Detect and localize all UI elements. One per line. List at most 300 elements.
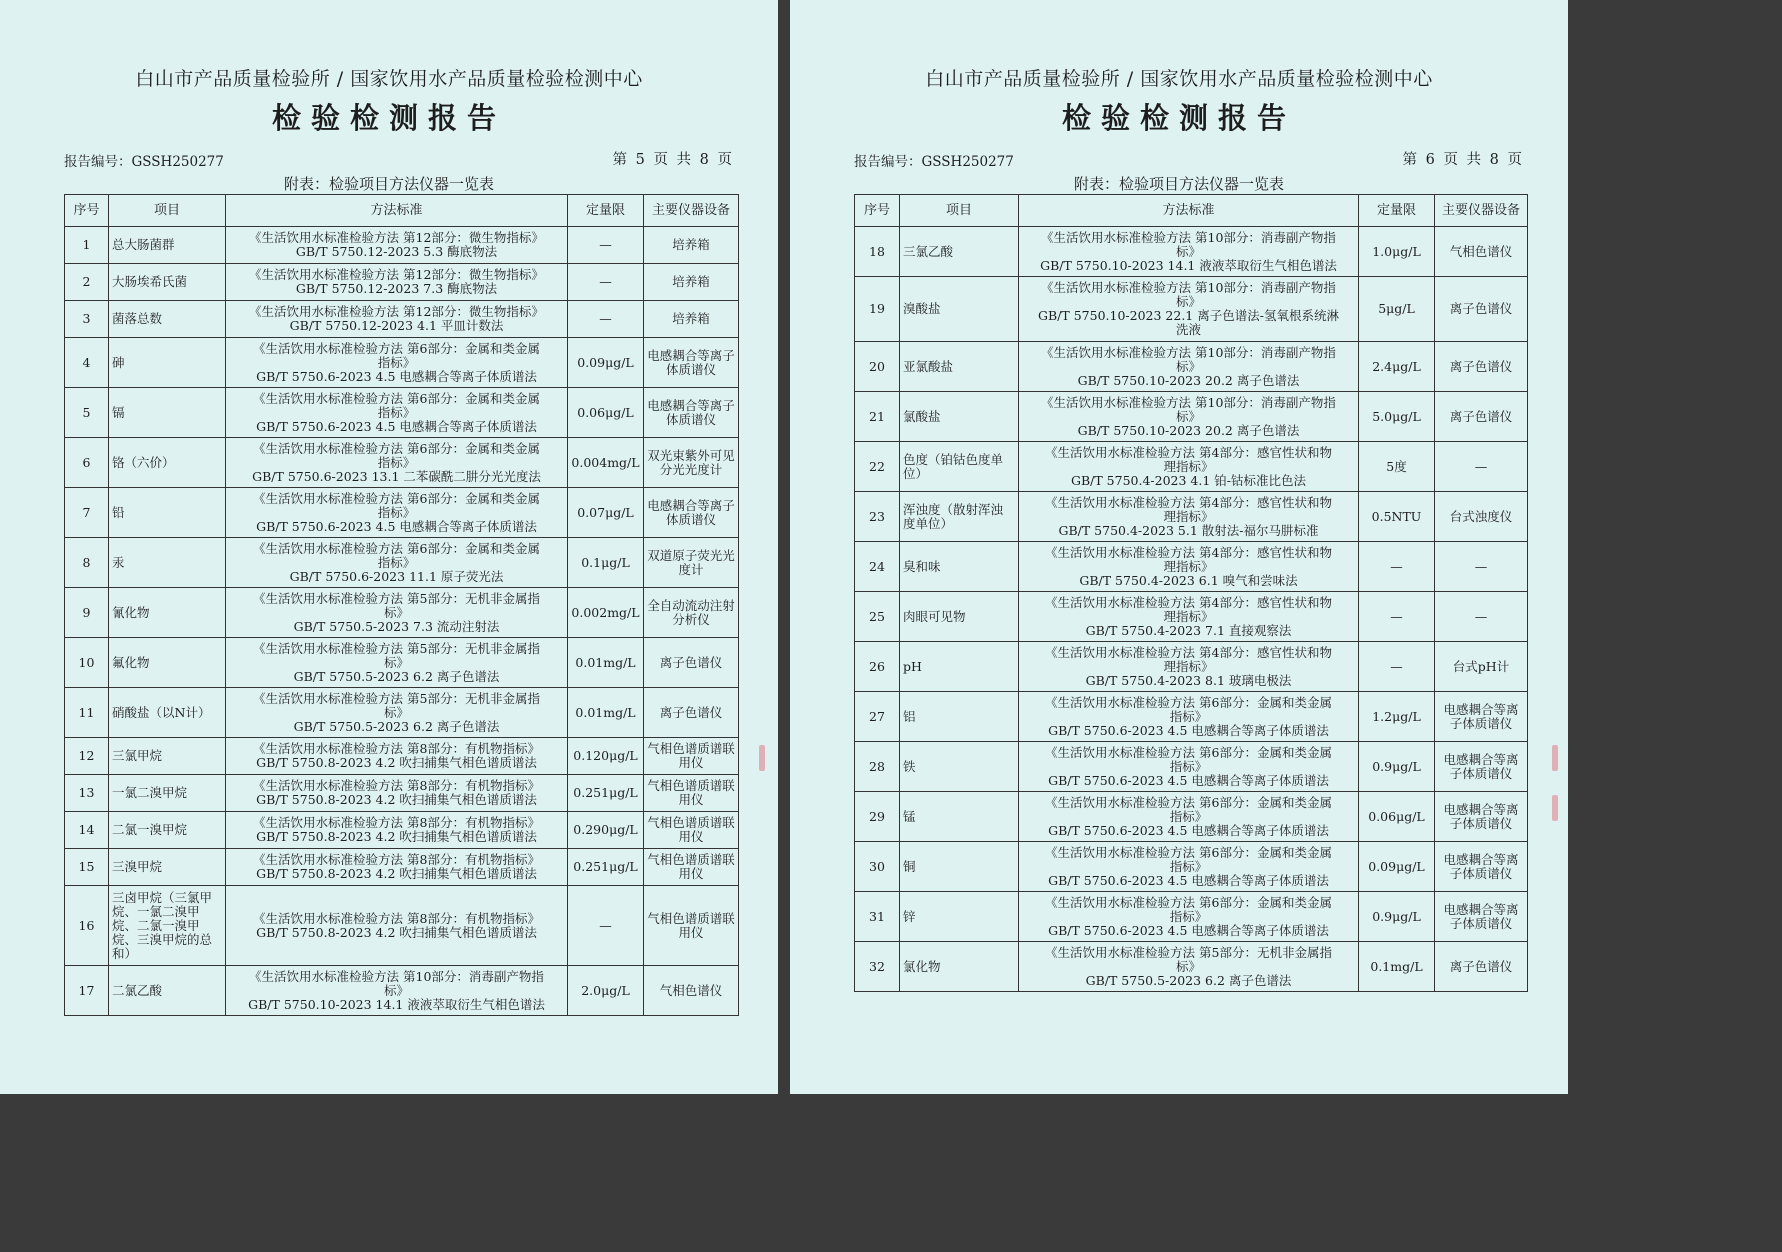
header-limit: 定量限 <box>568 195 644 227</box>
method-line: 《生活饮用水标准检验方法 第6部分：金属和类金属 <box>253 490 540 506</box>
table-row <box>65 812 739 849</box>
method-line: 《生活饮用水标准检验方法 第8部分：有机物指标》 <box>253 852 540 867</box>
main-instrument: 全自动流动注射分析仪 <box>644 588 739 638</box>
table-row <box>855 692 1528 742</box>
method-line: GB/T 5750.8-2023 4.2 吹扫捕集气相色谱质谱法 <box>256 792 537 807</box>
method-line: GB/T 5750.6-2023 4.5 电感耦合等离子体质谱法 <box>1048 822 1329 838</box>
method-line: 理指标》 <box>1163 458 1214 474</box>
table-row <box>65 638 739 688</box>
main-instrument: 气相色谱仪 <box>644 966 739 1016</box>
test-item: 铅 <box>109 488 226 538</box>
method-line: 《生活饮用水标准检验方法 第5部分：无机非金属指 <box>253 690 540 706</box>
method-line: GB/T 5750.5-2023 6.2 离子色谱法 <box>1085 972 1292 988</box>
method-line: 《生活饮用水标准检验方法 第6部分：金属和类金属 <box>253 340 540 356</box>
method-line: GB/T 5750.4-2023 8.1 玻璃电极法 <box>1085 672 1292 688</box>
seal-mark <box>1552 745 1558 771</box>
row-number: 11 <box>65 688 109 738</box>
method-table <box>64 194 739 1016</box>
test-item: 二氯乙酸 <box>109 966 226 1016</box>
test-item: 溴酸盐 <box>900 277 1019 342</box>
table-row <box>65 588 739 638</box>
table-row <box>855 542 1528 592</box>
method-line: 《生活饮用水标准检验方法 第8部分：有机物指标》 <box>253 910 540 926</box>
method-line: 《生活饮用水标准检验方法 第5部分：无机非金属指 <box>253 590 540 606</box>
test-item: 一氯二溴甲烷 <box>109 775 226 812</box>
method-line: GB/T 5750.6-2023 4.5 电感耦合等离子体质谱法 <box>256 418 537 434</box>
method-line: GB/T 5750.12-2023 5.3 酶底物法 <box>295 244 498 259</box>
main-instrument: 电感耦合等离子体质谱仪 <box>644 488 739 538</box>
main-instrument: 离子色谱仪 <box>1435 342 1528 392</box>
method-line: GB/T 5750.4-2023 6.1 嗅气和尝味法 <box>1079 572 1298 588</box>
test-item: 铬（六价） <box>109 438 226 488</box>
table-row <box>65 688 739 738</box>
method-line: 理指标》 <box>1163 608 1214 624</box>
method-standard <box>226 538 568 588</box>
method-line: 标》 <box>383 982 409 998</box>
method-line: 《生活饮用水标准检验方法 第5部分：无机非金属指 <box>1045 944 1332 960</box>
seal-mark <box>1552 795 1558 821</box>
quantitation-limit: 5度 <box>1359 442 1435 492</box>
method-line: GB/T 5750.6-2023 4.5 电感耦合等离子体质谱法 <box>1048 922 1329 938</box>
table-caption: 附表：检验项目方法仪器一览表 <box>283 175 494 193</box>
row-number: 10 <box>65 638 109 688</box>
row-number: 19 <box>855 277 900 342</box>
method-line: 《生活饮用水标准检验方法 第10部分：消毒副产物指 <box>249 968 544 984</box>
method-line: GB/T 5750.6-2023 11.1 原子荧光法 <box>289 568 504 584</box>
header-method: 方法标准 <box>226 195 568 227</box>
quantitation-limit: 0.06μg/L <box>568 388 644 438</box>
method-standard <box>226 338 568 388</box>
table-row <box>855 492 1528 542</box>
institution-name: 白山市产品质量检验所 / 国家饮用水产品质量检验检测中心 <box>135 68 643 90</box>
quantitation-limit: 0.9μg/L <box>1359 892 1435 942</box>
quantitation-limit: 0.002mg/L <box>568 588 644 638</box>
method-line: 指标》 <box>377 454 416 470</box>
main-instrument: 双光束紫外可见分光光度计 <box>644 438 739 488</box>
row-number: 27 <box>855 692 900 742</box>
quantitation-limit: 0.1mg/L <box>1359 942 1435 992</box>
quantitation-limit: — <box>568 886 644 966</box>
method-line: 《生活饮用水标准检验方法 第6部分：金属和类金属 <box>253 440 540 456</box>
method-line: GB/T 5750.8-2023 4.2 吹扫捕集气相色谱质谱法 <box>256 829 537 844</box>
table-header-row <box>65 195 739 227</box>
method-line: GB/T 5750.8-2023 4.2 吹扫捕集气相色谱质谱法 <box>256 924 537 940</box>
method-standard <box>226 438 568 488</box>
method-line: GB/T 5750.4-2023 5.1 散射法-福尔马肼标准 <box>1058 522 1319 538</box>
row-number: 2 <box>65 264 109 301</box>
test-item: 铜 <box>900 842 1019 892</box>
method-standard <box>1019 692 1359 742</box>
main-instrument: 离子色谱仪 <box>1435 942 1528 992</box>
method-line: GB/T 5750.6-2023 4.5 电感耦合等离子体质谱法 <box>256 518 537 534</box>
method-standard <box>1019 792 1359 842</box>
test-item: 色度（铂钴色度单位） <box>900 442 1019 492</box>
row-number: 16 <box>65 886 109 966</box>
row-number: 8 <box>65 538 109 588</box>
method-standard <box>226 886 568 966</box>
quantitation-limit: 0.01mg/L <box>568 638 644 688</box>
method-line: GB/T 5750.8-2023 4.2 吹扫捕集气相色谱质谱法 <box>256 866 537 881</box>
row-number: 25 <box>855 592 900 642</box>
method-line: 标》 <box>1175 243 1201 259</box>
method-standard <box>226 264 568 301</box>
main-instrument: 培养箱 <box>644 301 739 338</box>
test-item: 菌落总数 <box>109 301 226 338</box>
row-number: 31 <box>855 892 900 942</box>
method-standard <box>226 301 568 338</box>
method-line: 《生活饮用水标准检验方法 第6部分：金属和类金属 <box>253 540 540 556</box>
row-number: 9 <box>65 588 109 638</box>
quantitation-limit: 0.251μg/L <box>568 775 644 812</box>
main-instrument: 电感耦合等离子体质谱仪 <box>1435 692 1528 742</box>
method-line: GB/T 5750.10-2023 14.1 液液萃取衍生气相色谱法 <box>1040 257 1337 273</box>
method-line: 《生活饮用水标准检验方法 第12部分：微生物指标》 <box>249 304 544 319</box>
test-item: 锌 <box>900 892 1019 942</box>
method-standard <box>1019 942 1359 992</box>
report-page-6 <box>790 0 1568 1102</box>
header-instrument: 主要仪器设备 <box>1435 195 1528 227</box>
main-instrument: 电感耦合等离子体质谱仪 <box>644 388 739 438</box>
method-line: GB/T 5750.4-2023 4.1 铂-钴标准比色法 <box>1070 472 1307 488</box>
method-standard <box>1019 392 1359 442</box>
method-standard <box>226 588 568 638</box>
method-standard <box>226 388 568 438</box>
method-line: 指标》 <box>1169 808 1208 824</box>
method-line: 指标》 <box>377 504 416 520</box>
quantitation-limit: 0.1μg/L <box>568 538 644 588</box>
method-line: 理指标》 <box>1163 508 1214 524</box>
quantitation-limit: 0.9μg/L <box>1359 742 1435 792</box>
test-item: 氯化物 <box>900 942 1019 992</box>
method-line: GB/T 5750.5-2023 6.2 离子色谱法 <box>293 718 500 734</box>
header-method: 方法标准 <box>1019 195 1359 227</box>
header-limit: 定量限 <box>1359 195 1435 227</box>
row-number: 7 <box>65 488 109 538</box>
method-line: 《生活饮用水标准检验方法 第4部分：感官性状和物 <box>1045 594 1332 610</box>
method-line: 《生活饮用水标准检验方法 第6部分：金属和类金属 <box>1045 694 1332 710</box>
test-item: 大肠埃希氏菌 <box>109 264 226 301</box>
table-row <box>855 842 1528 892</box>
test-item: 氰化物 <box>109 588 226 638</box>
method-line: GB/T 5750.10-2023 14.1 液液萃取衍生气相色谱法 <box>248 996 545 1012</box>
method-standard <box>1019 892 1359 942</box>
page-number: 第 6 页 共 8 页 <box>1402 152 1524 168</box>
method-line: 标》 <box>1175 358 1201 374</box>
report-number: 报告编号：GSSH250277 <box>854 154 1014 170</box>
main-instrument: 气相色谱仪 <box>1435 227 1528 277</box>
report-title: 检验检测报告 <box>1061 101 1296 135</box>
method-line: GB/T 5750.6-2023 4.5 电感耦合等离子体质谱法 <box>1048 722 1329 738</box>
header-no: 序号 <box>65 195 109 227</box>
method-line: 标》 <box>383 604 409 620</box>
table-row <box>855 392 1528 442</box>
test-item: 氯酸盐 <box>900 392 1019 442</box>
table-row <box>855 592 1528 642</box>
main-instrument: 台式浊度仪 <box>1435 492 1528 542</box>
main-instrument: 离子色谱仪 <box>644 688 739 738</box>
method-table <box>854 194 1528 992</box>
quantitation-limit: 0.09μg/L <box>568 338 644 388</box>
method-line: 标》 <box>383 704 409 720</box>
main-instrument: 台式pH计 <box>1435 642 1528 692</box>
page-divider <box>778 0 790 1102</box>
quantitation-limit: — <box>1359 592 1435 642</box>
method-line: GB/T 5750.6-2023 13.1 二苯碳酰二肼分光光度法 <box>252 468 541 484</box>
method-standard <box>1019 342 1359 392</box>
scan-edge <box>0 1094 1568 1102</box>
method-line: 《生活饮用水标准检验方法 第8部分：有机物指标》 <box>253 815 540 830</box>
main-instrument: 离子色谱仪 <box>1435 392 1528 442</box>
method-line: GB/T 5750.5-2023 6.2 离子色谱法 <box>293 668 500 684</box>
table-row <box>65 966 739 1016</box>
report-number: 报告编号：GSSH250277 <box>64 154 224 170</box>
row-number: 23 <box>855 492 900 542</box>
row-number: 28 <box>855 742 900 792</box>
method-standard <box>1019 492 1359 542</box>
quantitation-limit: 0.5NTU <box>1359 492 1435 542</box>
test-item: 浑浊度（散射浑浊度单位） <box>900 492 1019 542</box>
method-standard <box>1019 227 1359 277</box>
row-number: 30 <box>855 842 900 892</box>
method-standard <box>226 775 568 812</box>
quantitation-limit: 0.06μg/L <box>1359 792 1435 842</box>
row-number: 1 <box>65 227 109 264</box>
page-number: 第 5 页 共 8 页 <box>612 152 734 168</box>
table-row <box>855 442 1528 492</box>
method-line: 《生活饮用水标准检验方法 第4部分：感官性状和物 <box>1045 544 1332 560</box>
table-row <box>855 227 1528 277</box>
header-instrument: 主要仪器设备 <box>644 195 739 227</box>
table-row <box>65 738 739 775</box>
row-number: 15 <box>65 849 109 886</box>
method-line: GB/T 5750.6-2023 4.5 电感耦合等离子体质谱法 <box>1048 772 1329 788</box>
method-line: 指标》 <box>377 354 416 370</box>
method-line: 《生活饮用水标准检验方法 第10部分：消毒副产物指 <box>1041 280 1336 295</box>
main-instrument: 电感耦合等离子体质谱仪 <box>1435 842 1528 892</box>
method-line: 《生活饮用水标准检验方法 第10部分：消毒副产物指 <box>1041 344 1336 360</box>
method-line: GB/T 5750.8-2023 4.2 吹扫捕集气相色谱质谱法 <box>256 755 537 770</box>
table-row <box>855 642 1528 692</box>
method-line: 指标》 <box>1169 908 1208 924</box>
main-instrument: 气相色谱质谱联用仪 <box>644 775 739 812</box>
method-line: 《生活饮用水标准检验方法 第6部分：金属和类金属 <box>253 390 540 406</box>
method-standard <box>1019 742 1359 792</box>
header-item: 项目 <box>109 195 226 227</box>
quantitation-limit: 5μg/L <box>1359 277 1435 342</box>
method-line: 指标》 <box>377 554 416 570</box>
main-instrument: 电感耦合等离子体质谱仪 <box>1435 792 1528 842</box>
test-item: 三溴甲烷 <box>109 849 226 886</box>
institution-name: 白山市产品质量检验所 / 国家饮用水产品质量检验检测中心 <box>925 68 1433 90</box>
quantitation-limit: — <box>568 264 644 301</box>
row-number: 13 <box>65 775 109 812</box>
table-row <box>65 488 739 538</box>
quantitation-limit: 0.07μg/L <box>568 488 644 538</box>
main-instrument: 气相色谱质谱联用仪 <box>644 738 739 775</box>
main-instrument: 培养箱 <box>644 227 739 264</box>
header-item: 项目 <box>900 195 1019 227</box>
row-number: 29 <box>855 792 900 842</box>
method-line: 《生活饮用水标准检验方法 第5部分：无机非金属指 <box>253 640 540 656</box>
method-line: 《生活饮用水标准检验方法 第4部分：感官性状和物 <box>1045 494 1332 510</box>
method-line: GB/T 5750.6-2023 4.5 电感耦合等离子体质谱法 <box>256 368 537 384</box>
quantitation-limit: — <box>568 227 644 264</box>
method-line: 指标》 <box>1169 708 1208 724</box>
row-number: 14 <box>65 812 109 849</box>
method-line: GB/T 5750.10-2023 20.2 离子色谱法 <box>1077 422 1300 438</box>
quantitation-limit: 0.004mg/L <box>568 438 644 488</box>
method-standard <box>226 638 568 688</box>
quantitation-limit: 2.0μg/L <box>568 966 644 1016</box>
method-standard <box>226 488 568 538</box>
test-item: 氟化物 <box>109 638 226 688</box>
main-instrument: 电感耦合等离子体质谱仪 <box>644 338 739 388</box>
main-instrument: 气相色谱质谱联用仪 <box>644 886 739 966</box>
main-instrument: 离子色谱仪 <box>1435 277 1528 342</box>
table-row <box>65 849 739 886</box>
main-instrument: 气相色谱质谱联用仪 <box>644 812 739 849</box>
seal-mark <box>759 745 765 771</box>
method-line: GB/T 5750.10-2023 22.1 离子色谱法-氢氧根系统淋 <box>1038 308 1339 323</box>
row-number: 32 <box>855 942 900 992</box>
test-item: 锰 <box>900 792 1019 842</box>
test-item: 总大肠菌群 <box>109 227 226 264</box>
main-instrument: 电感耦合等离子体质谱仪 <box>1435 742 1528 792</box>
method-line: GB/T 5750.5-2023 7.3 流动注射法 <box>293 618 500 634</box>
method-line: 指标》 <box>1169 858 1208 874</box>
row-number: 3 <box>65 301 109 338</box>
table-row <box>65 338 739 388</box>
main-instrument: — <box>1435 542 1528 592</box>
row-number: 24 <box>855 542 900 592</box>
test-item: 亚氯酸盐 <box>900 342 1019 392</box>
quantitation-limit: — <box>1359 642 1435 692</box>
quantitation-limit: 5.0μg/L <box>1359 392 1435 442</box>
table-row <box>65 227 739 264</box>
row-number: 12 <box>65 738 109 775</box>
method-line: 标》 <box>1175 958 1201 974</box>
method-standard <box>226 738 568 775</box>
table-row <box>65 301 739 338</box>
table-row <box>855 892 1528 942</box>
test-item: 三卤甲烷（三氯甲烷、一氯二溴甲烷、二氯一溴甲烷、三溴甲烷的总和） <box>109 886 226 966</box>
method-standard <box>226 812 568 849</box>
method-line: 《生活饮用水标准检验方法 第10部分：消毒副产物指 <box>1041 394 1336 410</box>
table-header-row <box>855 195 1528 227</box>
test-item: 汞 <box>109 538 226 588</box>
method-standard <box>226 849 568 886</box>
test-item: 三氯甲烷 <box>109 738 226 775</box>
row-number: 22 <box>855 442 900 492</box>
method-standard <box>226 966 568 1016</box>
row-number: 26 <box>855 642 900 692</box>
main-instrument: 双道原子荧光光度计 <box>644 538 739 588</box>
method-standard <box>1019 592 1359 642</box>
method-line: GB/T 5750.10-2023 20.2 离子色谱法 <box>1077 372 1300 388</box>
row-number: 21 <box>855 392 900 442</box>
row-number: 17 <box>65 966 109 1016</box>
test-item: 铁 <box>900 742 1019 792</box>
test-item: 三氯乙酸 <box>900 227 1019 277</box>
method-line: 《生活饮用水标准检验方法 第6部分：金属和类金属 <box>1045 744 1332 760</box>
test-item: 臭和味 <box>900 542 1019 592</box>
table-body <box>65 227 739 1016</box>
method-line: 指标》 <box>377 404 416 420</box>
method-line: 《生活饮用水标准检验方法 第12部分：微生物指标》 <box>249 230 544 245</box>
quantitation-limit: 0.251μg/L <box>568 849 644 886</box>
test-item: 砷 <box>109 338 226 388</box>
method-line: 标》 <box>1175 294 1201 309</box>
method-line: 理指标》 <box>1163 658 1214 674</box>
quantitation-limit: — <box>568 301 644 338</box>
method-standard <box>226 688 568 738</box>
table-row <box>65 438 739 488</box>
quantitation-limit: 0.290μg/L <box>568 812 644 849</box>
method-line: 《生活饮用水标准检验方法 第6部分：金属和类金属 <box>1045 844 1332 860</box>
main-instrument: 电感耦合等离子体质谱仪 <box>1435 892 1528 942</box>
method-line: 《生活饮用水标准检验方法 第4部分：感官性状和物 <box>1045 444 1332 460</box>
method-line: 《生活饮用水标准检验方法 第8部分：有机物指标》 <box>253 778 540 793</box>
main-instrument: 培养箱 <box>644 264 739 301</box>
method-line: 《生活饮用水标准检验方法 第12部分：微生物指标》 <box>249 267 544 282</box>
test-item: pH <box>900 642 1019 692</box>
method-standard <box>1019 642 1359 692</box>
report-title: 检验检测报告 <box>271 101 506 135</box>
row-number: 18 <box>855 227 900 277</box>
main-instrument: — <box>1435 442 1528 492</box>
method-line: 理指标》 <box>1163 558 1214 574</box>
table-row <box>855 277 1528 342</box>
header-no: 序号 <box>855 195 900 227</box>
report-page-5 <box>0 0 778 1102</box>
quantitation-limit: 0.01mg/L <box>568 688 644 738</box>
method-line: 洗液 <box>1175 322 1201 337</box>
method-line: GB/T 5750.12-2023 7.3 酶底物法 <box>295 281 498 296</box>
method-standard <box>1019 842 1359 892</box>
method-line: 《生活饮用水标准检验方法 第6部分：金属和类金属 <box>1045 894 1332 910</box>
method-line: GB/T 5750.6-2023 4.5 电感耦合等离子体质谱法 <box>1048 872 1329 888</box>
table-row <box>65 388 739 438</box>
quantitation-limit: 2.4μg/L <box>1359 342 1435 392</box>
method-line: 标》 <box>383 654 409 670</box>
main-instrument: — <box>1435 592 1528 642</box>
method-line: 指标》 <box>1169 758 1208 774</box>
test-item: 肉眼可见物 <box>900 592 1019 642</box>
method-line: 《生活饮用水标准检验方法 第4部分：感官性状和物 <box>1045 644 1332 660</box>
test-item: 铝 <box>900 692 1019 742</box>
method-standard <box>1019 542 1359 592</box>
row-number: 5 <box>65 388 109 438</box>
quantitation-limit: 0.120μg/L <box>568 738 644 775</box>
table-row <box>855 942 1528 992</box>
table-body <box>855 227 1528 992</box>
method-line: 《生活饮用水标准检验方法 第8部分：有机物指标》 <box>253 741 540 756</box>
table-row <box>65 775 739 812</box>
quantitation-limit: 0.09μg/L <box>1359 842 1435 892</box>
method-line: 标》 <box>1175 408 1201 424</box>
method-line: 《生活饮用水标准检验方法 第10部分：消毒副产物指 <box>1041 229 1336 245</box>
table-row <box>855 792 1528 842</box>
main-instrument: 气相色谱质谱联用仪 <box>644 849 739 886</box>
row-number: 4 <box>65 338 109 388</box>
table-row <box>855 742 1528 792</box>
table-row <box>855 342 1528 392</box>
test-item: 二氯一溴甲烷 <box>109 812 226 849</box>
method-line: GB/T 5750.4-2023 7.1 直接观察法 <box>1085 622 1292 638</box>
table-row <box>65 538 739 588</box>
quantitation-limit: — <box>1359 542 1435 592</box>
main-instrument: 离子色谱仪 <box>644 638 739 688</box>
